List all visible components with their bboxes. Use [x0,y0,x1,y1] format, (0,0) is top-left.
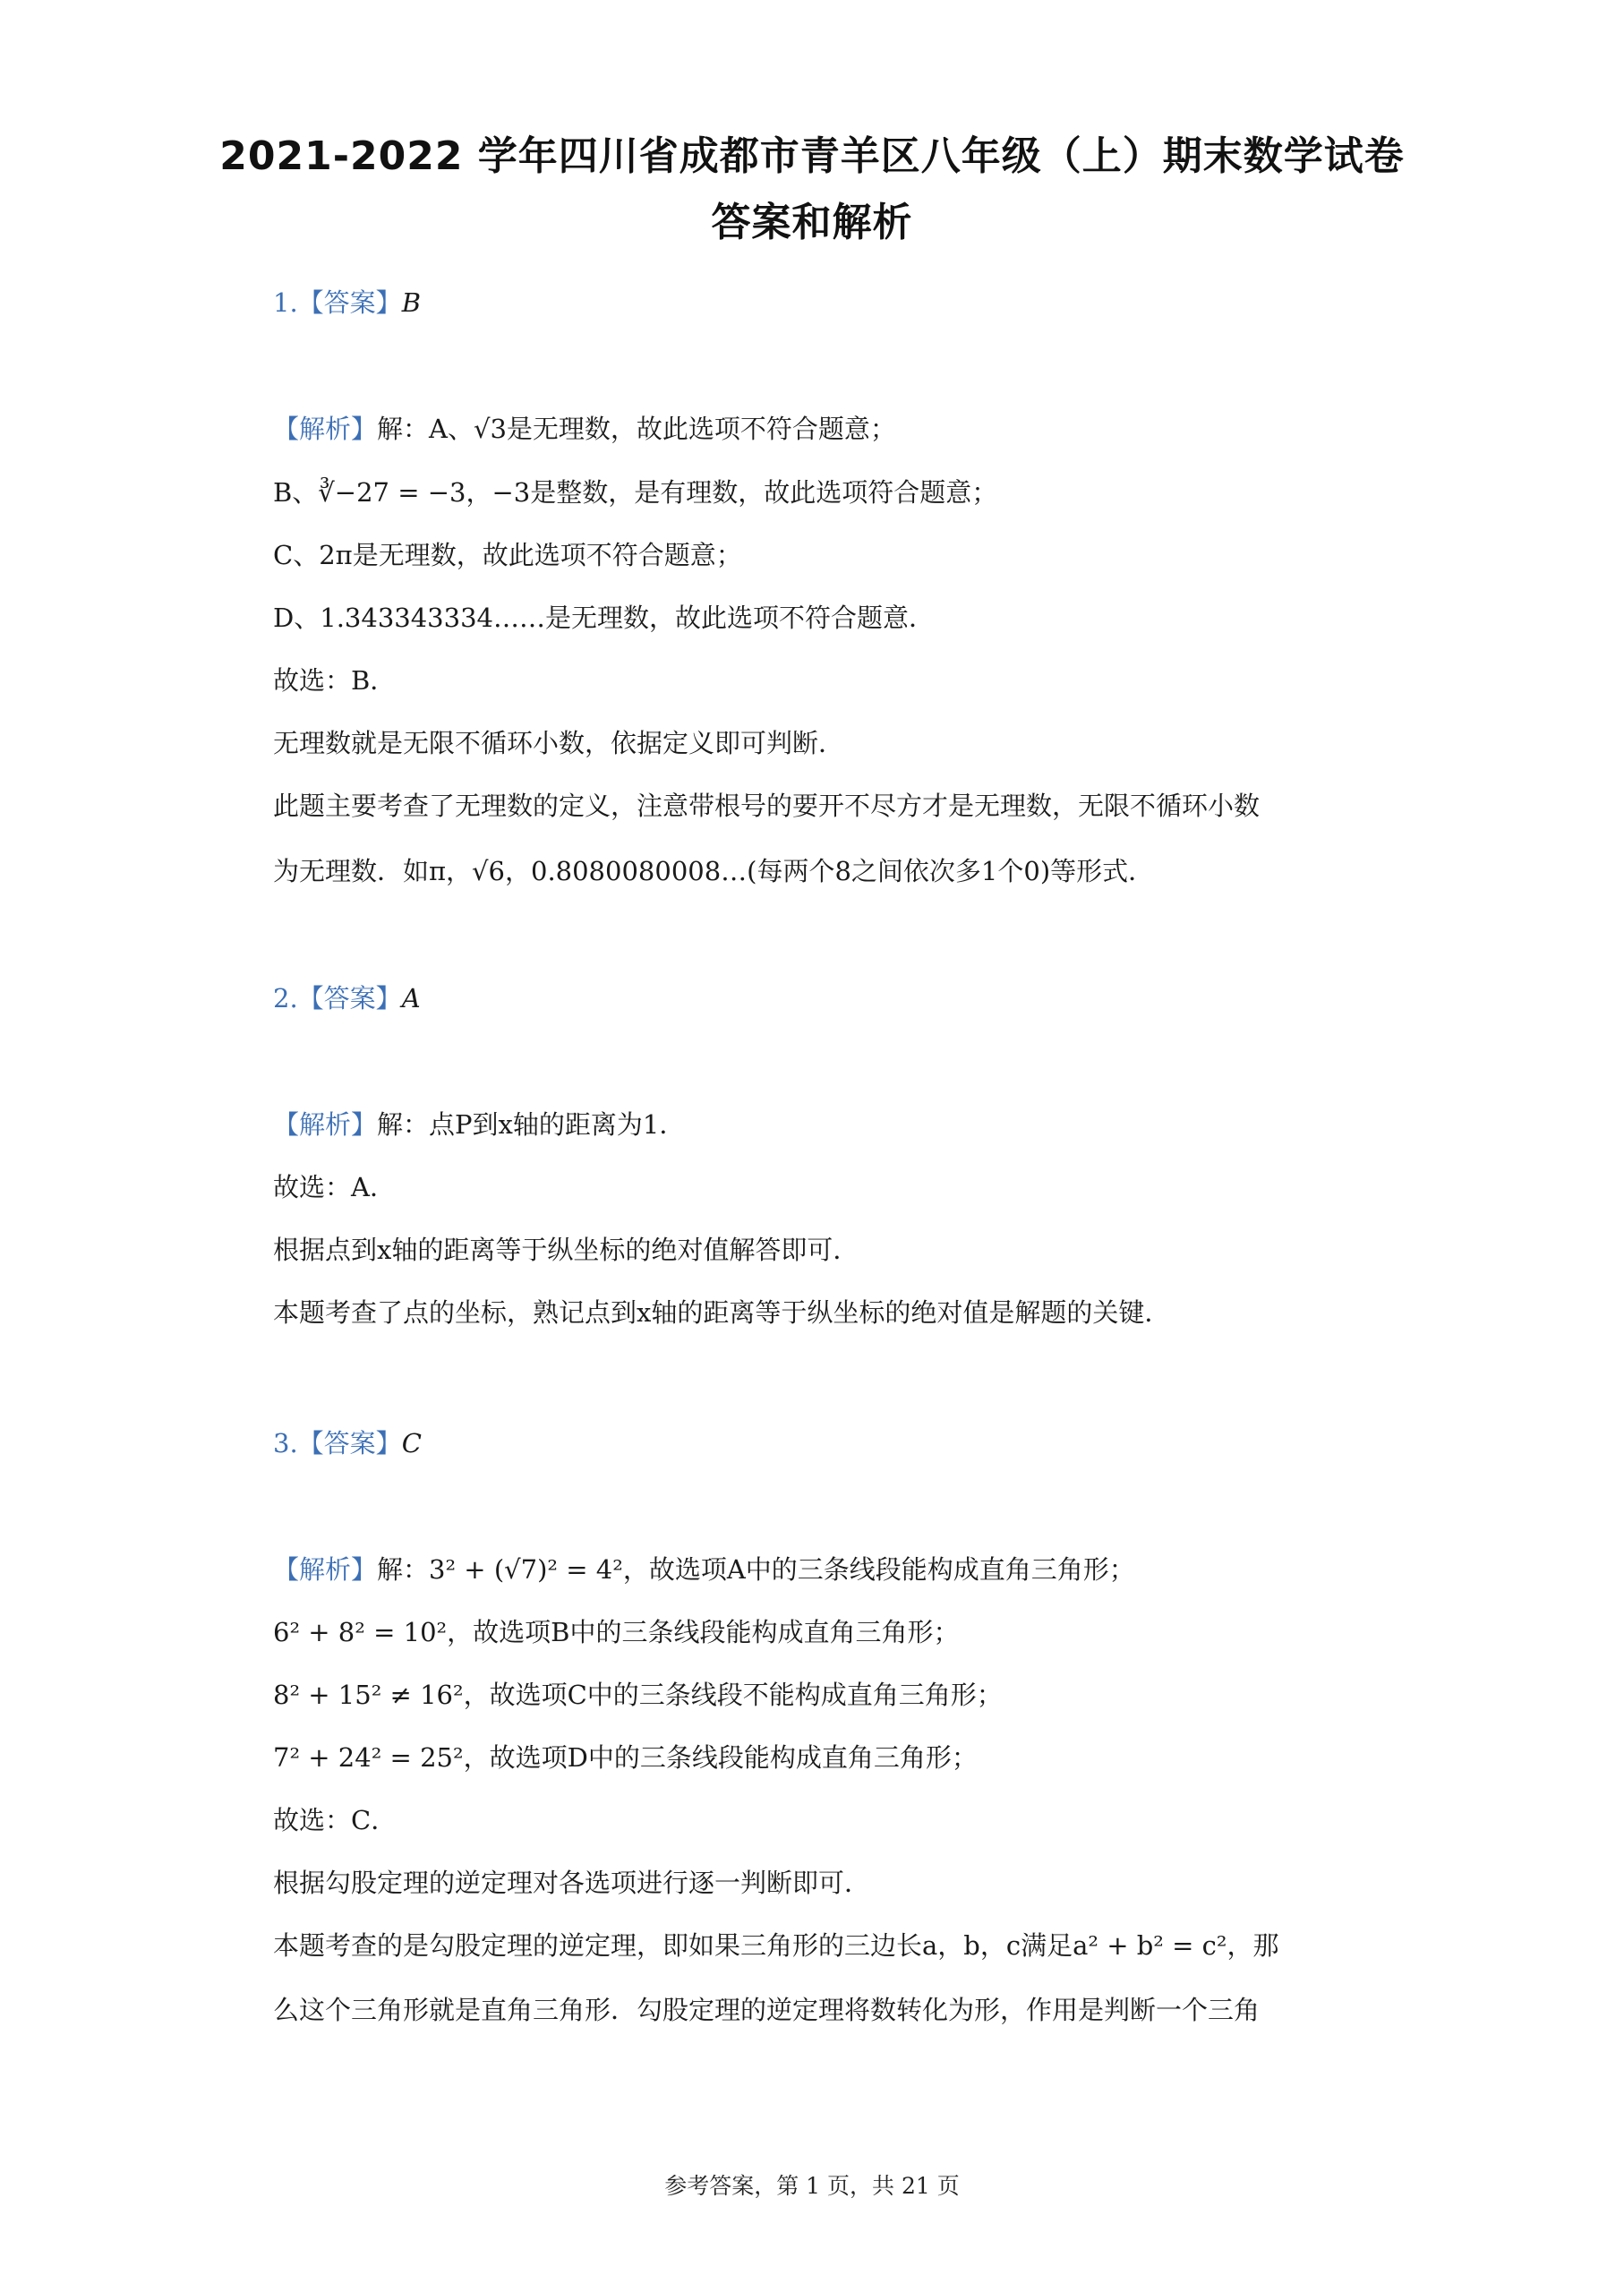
q2-line-4: 本题考查了点的坐标，熟记点到x轴的距离等于纵坐标的绝对值是解题的关键． [273,1297,1171,1328]
q1-line-6: 无理数就是无限不循环小数，依据定义即可判断． [273,728,845,758]
q1-line-4: D、1.343343334……是无理数，故此选项不符合题意． [273,603,935,633]
q1-answer-line [273,285,421,321]
q3-line-5: 故选：C． [273,1805,397,1835]
q1-analysis-line [273,411,896,447]
q1-line-5: 故选：B． [273,665,397,696]
q1-line-7: 此题主要考查了无理数的定义，注意带根号的要开不尽方才是无理数，无限不循环小数 [273,791,1261,821]
q2-line-3: 根据点到x轴的距离等于纵坐标的绝对值解答即可． [273,1235,859,1265]
q2-analysis-tag: 【解析】 [273,1109,378,1140]
q3-line-8: 么这个三角形就是直角三角形．勾股定理的逆定理将数转化为形，作用是判断一个三角 [273,1995,1261,2025]
q2-answer: A [401,983,421,1013]
document-subtitle: 答案和解析 [711,200,913,245]
q2-number: 2. [273,983,298,1013]
q3-line-2: 6² + 8² = 10²，故选项B中的三条线段能构成直角三角形； [273,1617,960,1647]
q1-answer-tag: 【答案】 [297,287,402,318]
q1-number: 1. [273,287,298,318]
q3-answer-tag: 【答案】 [297,1428,402,1458]
q3-line-1: 解：3² + (√7)² = 4²，故选项A中的三条线段能构成直角三角形； [377,1554,1135,1585]
q3-number: 3. [273,1428,298,1458]
q1-line-1: 解：A、√3是无理数，故此选项不符合题意； [377,414,896,444]
document-title: 2021-2022 学年四川省成都市青羊区八年级（上）期末数学试卷 [219,133,1405,179]
q3-line-6: 根据勾股定理的逆定理对各选项进行逐一判断即可． [273,1868,871,1898]
q2-answer-tag: 【答案】 [297,983,402,1013]
q1-line-3: C、2π是无理数，故此选项不符合题意； [273,540,742,570]
q2-answer-line [273,980,421,1016]
q3-analysis-line [273,1552,1135,1587]
q3-line-7: 本题考查的是勾股定理的逆定理，即如果三角形的三边长a，b，c满足a² + b² = c²，那 [273,1930,1279,1961]
q1-line-2: B、∛−27 = −3，−3是整数，是有理数，故此选项符合题意； [273,477,998,508]
page-footer: 参考答案，第 1 页，共 21 页 [664,2173,960,2199]
q2-line-1: 解：点P到x轴的距离为1． [377,1109,686,1140]
q1-analysis-tag: 【解析】 [273,414,378,444]
q3-analysis-tag: 【解析】 [273,1554,378,1585]
q3-answer: C [401,1428,422,1458]
q2-line-2: 故选：A． [273,1172,396,1202]
q1-line-8: 为无理数．如π，√6，0.8080080008…(每两个8之间依次多1个0)等形式． [273,856,1155,886]
q1-answer: B [401,287,421,318]
q3-line-4: 7² + 24² = 25²，故选项D中的三条线段能构成直角三角形； [273,1742,978,1773]
q3-line-3: 8² + 15² ≠ 16²，故选项C中的三条线段不能构成直角三角形； [273,1680,1003,1710]
q2-analysis-line [273,1107,685,1142]
q3-answer-line [273,1425,422,1461]
